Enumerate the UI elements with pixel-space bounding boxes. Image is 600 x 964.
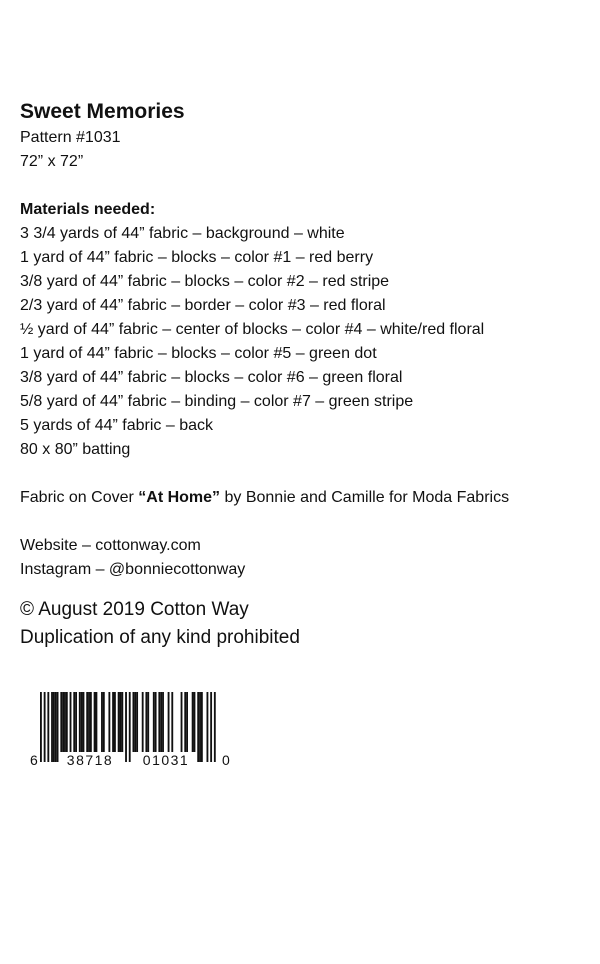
barcode-bar [57,692,59,762]
website-line: Website – cottonway.com [20,537,201,554]
barcode-bar [210,692,212,762]
barcode-bar [129,692,131,762]
materials-item: 80 x 80” batting [20,441,131,458]
barcode-bar [103,692,105,752]
spacer [20,510,590,534]
barcode-bar [201,692,203,762]
instagram-line: Instagram – @bonniecottonway [20,561,246,578]
spacer [20,582,590,596]
barcode-bar [75,692,77,752]
materials-item: 1 yard of 44” fabric – blocks – color #1 – red berry [20,249,374,266]
barcode-bar [94,692,96,752]
barcode-bar [207,692,209,762]
spacer [20,174,590,198]
barcode-bar [96,692,98,752]
barcode-right-digits: 01031 [142,752,190,768]
barcode-bar [194,692,196,752]
barcode-number-system: 6 [30,752,38,768]
pattern-back-cover [20,98,590,652]
barcode-bar [192,692,194,752]
barcode-bar [162,692,164,752]
fabric-credit [20,486,590,510]
barcode-bar [153,692,155,752]
materials-item: 3/8 yard of 44” fabric – blocks – color #6 – green floral [20,369,403,386]
barcode-bar [90,692,92,752]
barcode-bar [120,692,122,752]
barcode-bar [147,692,149,752]
barcode-bar [47,692,49,762]
materials-item: 1 yard of 44” fabric – blocks – color #5 – green dot [20,345,377,362]
barcode-graphic [28,690,238,770]
barcode-bar [108,692,110,752]
materials-item: 5/8 yard of 44” fabric – binding – color #7 – green stripe [20,393,414,410]
barcode-left-digits: 38718 [66,752,114,768]
barcode-bar [86,692,88,752]
barcode-bar [181,692,183,752]
barcode-bar [214,692,216,762]
barcode-bar [55,692,57,762]
barcode-bar [60,692,62,752]
barcode-bar [125,692,127,762]
fabric-collection-name: “At Home” [138,489,221,506]
barcode-bar [83,692,85,752]
barcode-bar [133,692,135,752]
barcode-bar [155,692,157,752]
barcode-bar [62,692,64,752]
copyright-line: © August 2019 Cotton Way [20,599,249,620]
materials-item: 5 yards of 44” fabric – back [20,417,213,434]
barcode-bar [64,692,66,752]
barcode-bar [184,692,186,752]
barcode-bar [171,692,173,752]
barcode-bar [118,692,120,752]
barcode-bar [79,692,81,752]
barcode-bar [134,692,136,752]
barcode-bar [70,692,72,752]
quilt-size: 72” x 72” [20,153,84,170]
barcode-bar [53,692,55,762]
barcode-bar [112,692,114,752]
barcode-bar [197,692,199,762]
barcode-bar [73,692,75,752]
spacer [20,462,590,486]
fabric-credit-suffix: by Bonnie and Camille for Moda Fabrics [220,489,510,506]
pattern-title: Sweet Memories [20,100,185,123]
barcode-bar [142,692,144,752]
barcode-bar [121,692,123,752]
barcode-bar [145,692,147,752]
barcode-bar [66,692,68,752]
materials-item: 3 3/4 yards of 44” fabric – background – white [20,225,345,242]
barcode-bar [136,692,138,752]
materials-item: ½ yard of 44” fabric – center of blocks – color #4 – white/red floral [20,321,485,338]
fabric-credit-prefix: Fabric on Cover [20,489,139,506]
materials-item: 3/8 yard of 44” fabric – blocks – color #2 – red stripe [20,273,390,290]
materials-list [20,222,590,462]
barcode-bar [81,692,83,752]
barcode-bar [101,692,103,752]
materials-heading: Materials needed: [20,201,156,218]
barcode-bar [160,692,162,752]
barcode-bar [51,692,53,762]
barcode-bar [168,692,170,752]
barcode-bar [186,692,188,752]
barcode-bar [199,692,201,762]
materials-item: 2/3 yard of 44” fabric – border – color #3 – red floral [20,297,386,314]
barcode-bar [40,692,42,762]
barcode-check-digit: 0 [222,752,230,768]
pattern-number: Pattern #1031 [20,129,121,146]
duplication-notice: Duplication of any kind prohibited [20,627,300,648]
barcode-bar [44,692,46,762]
upc-barcode [28,690,238,770]
barcode-bar [88,692,90,752]
barcode-bar [158,692,160,752]
barcode-bar [114,692,116,752]
